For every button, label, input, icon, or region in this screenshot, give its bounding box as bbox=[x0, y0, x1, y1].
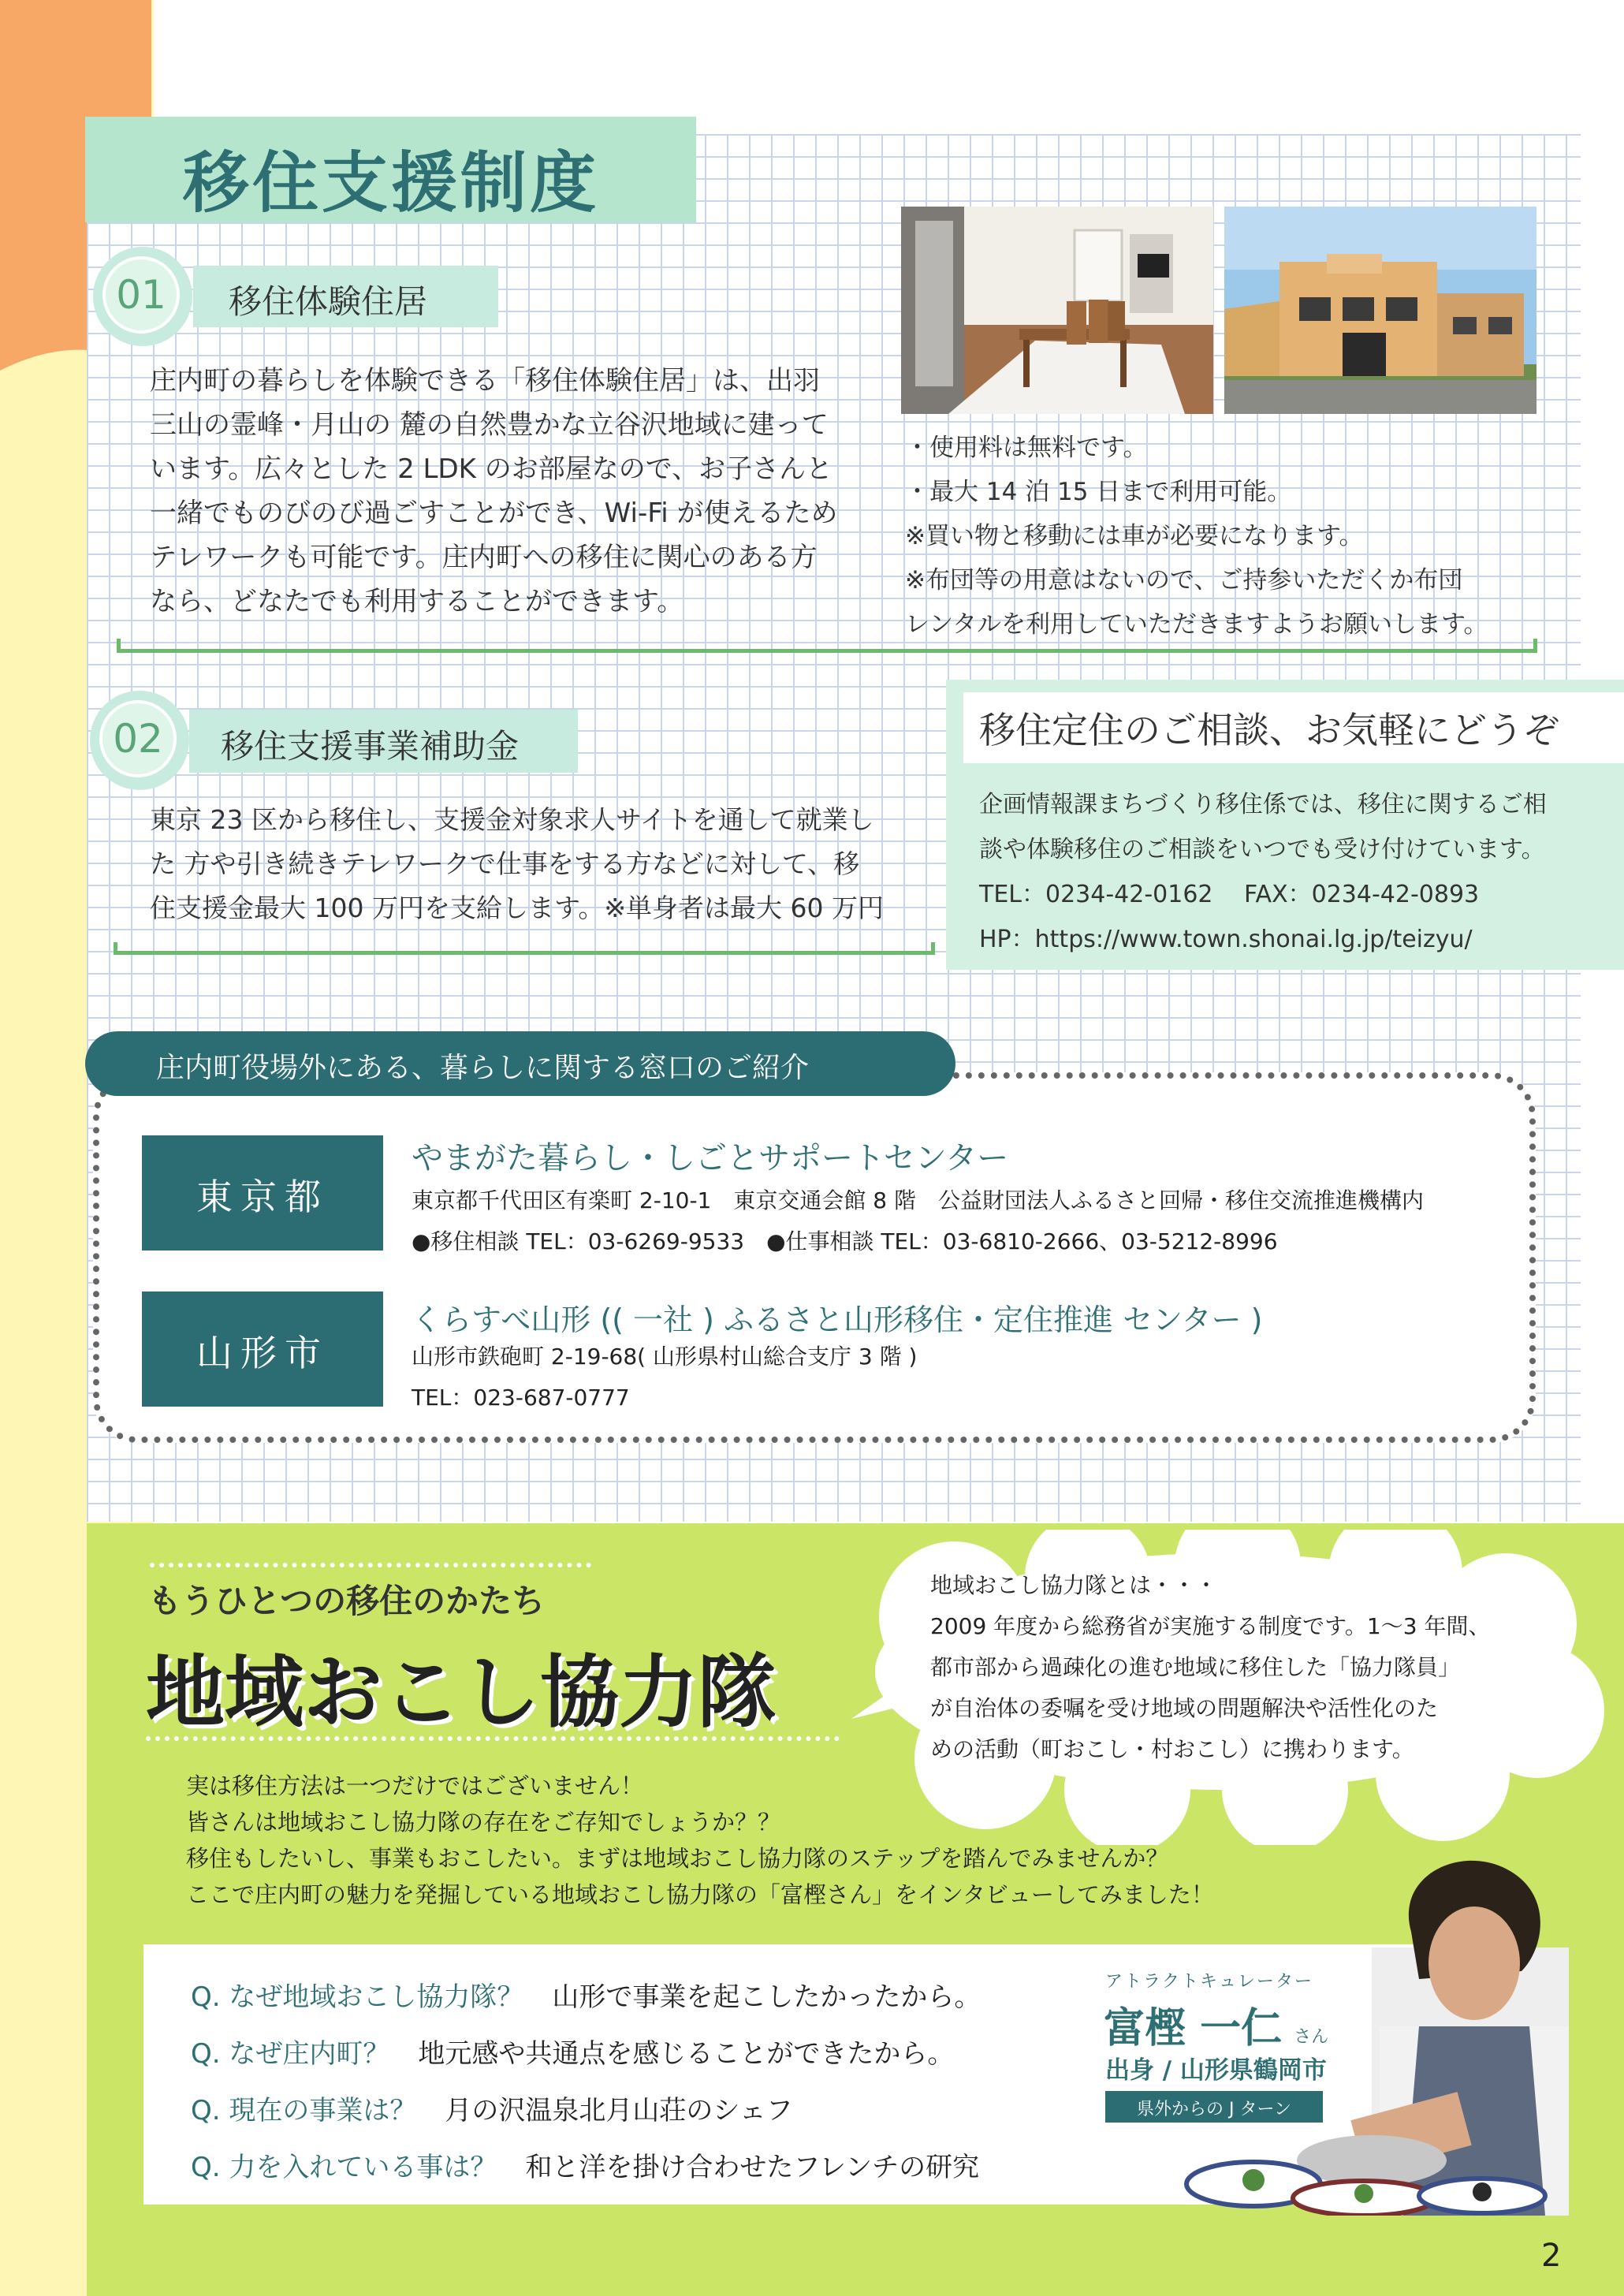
qa-row bbox=[191, 2026, 981, 2082]
qa-list bbox=[191, 1969, 981, 2196]
section1-body-line: なら、どなたでも利用することができます。 bbox=[150, 586, 684, 617]
consult-line: 企画情報課まちづくり移住係では、移住に関するご相 bbox=[979, 791, 1547, 818]
office-address: 東京都千代田区有楽町 2-10-1 東京交通会館 8 階 公益財団法人ふるさと回帰・移住交流推進機構内 bbox=[412, 1187, 1424, 1213]
section2-number: 02 bbox=[113, 716, 163, 762]
kyoryokutai-subtitle: もうひとつの移住のかたち bbox=[148, 1582, 546, 1620]
section1-divider bbox=[117, 639, 1537, 653]
bubble-line: 2009 年度から総務省が実施する制度です。1～3 年間、 bbox=[930, 1613, 1491, 1639]
qa-answer: 山形で事業を起こしたかったから。 bbox=[552, 1981, 981, 2013]
office-label-yamagata-text: 山形市 bbox=[196, 1332, 329, 1374]
profile-role: アトラクトキュレーター bbox=[1105, 1972, 1314, 1992]
qa-question: Q. なぜ地域おこし協力隊？ bbox=[191, 1981, 524, 2013]
chef-photo bbox=[1183, 1845, 1592, 2216]
qa-row bbox=[191, 2082, 981, 2139]
note-line: ※買い物と移動には車が必要になります。 bbox=[905, 522, 1364, 550]
consult-url-link[interactable]: HP：https://www.town.shonai.lg.jp/teizyu/ bbox=[979, 926, 1473, 953]
section1-body-line: 三山の霊峰・月山の 麓の自然豊かな立谷沢地域に建って bbox=[150, 409, 829, 441]
consult-body bbox=[979, 782, 1547, 962]
qa-question: Q. なぜ庄内町？ bbox=[191, 2038, 390, 2070]
office-name-tokyo: やまがた暮らし・しごとサポートセンター bbox=[412, 1140, 1009, 1176]
qa-question: Q. 力を入れている事は？ bbox=[191, 2152, 497, 2183]
office-name-yamagata: くらすべ山形 (( 一社 ) ふるさと山形移住・定住推進 センター ) bbox=[412, 1303, 1263, 1337]
qa-answer: 月の沢温泉北月山荘のシェフ bbox=[445, 2095, 793, 2126]
consult-heading: 移住定住のご相談、お気軽にどうぞ bbox=[979, 709, 1559, 751]
note-line: ※布団等の用意はないので、ご持参いただくか布団 bbox=[905, 566, 1463, 594]
office-address: 山形市鉄砲町 2-19-68( 山形県村山総合支庁 3 階 ) bbox=[412, 1344, 918, 1370]
section2-divider bbox=[114, 942, 935, 955]
intro-line: 実は移住方法は一つだけではございません！ bbox=[186, 1772, 644, 1799]
bubble-line: が自治体の委嘱を受け地域の問題解決や活性化のた bbox=[930, 1695, 1439, 1721]
section2-body-line: 東京 23 区から移住し、支援金対象求人サイトを通して就業し bbox=[150, 804, 874, 835]
profile-origin: 出身 / 山形県鶴岡市 bbox=[1105, 2056, 1327, 2085]
kyoryokutai-intro bbox=[186, 1768, 1214, 1913]
section1-number: 01 bbox=[116, 272, 166, 318]
qa-row bbox=[191, 2139, 981, 2196]
profile-honorific: さん bbox=[1294, 2027, 1329, 2047]
section2-title: 移住支援事業補助金 bbox=[221, 727, 520, 766]
qa-answer: 和と洋を掛け合わせたフレンチの研究 bbox=[525, 2152, 980, 2183]
section1-body-line: 一緒でものびのび過ごすことができ、Wi-Fi が使えるため bbox=[150, 498, 838, 529]
office-details-tokyo bbox=[412, 1180, 1424, 1262]
page-title: 移住支援制度 bbox=[183, 144, 600, 222]
section2-body bbox=[150, 798, 884, 930]
intro-line: ここで庄内町の魅力を発掘している地域おこし協力隊の「富樫さん」をインタビューしてみました！ bbox=[186, 1881, 1214, 1908]
section2-body-line: 住支援金最大 100 万円を支給します。※単身者は最大 60 万円 bbox=[150, 893, 884, 923]
kyoryokutai-title: 地域おこし協力隊 bbox=[146, 1646, 777, 1739]
section1-body-line: 庄内町の暮らしを体験できる「移住体験住居」は、出羽 bbox=[150, 365, 820, 397]
profile-badge-text: 県外からの J ターン bbox=[1136, 2100, 1292, 2119]
section1-notes bbox=[905, 426, 1488, 647]
office-phone: ●移住相談 TEL：03-6269-9533 ●仕事相談 TEL：03-6810-2666、03-5212-8996 bbox=[412, 1228, 1278, 1254]
section1-title: 移住体験住居 bbox=[229, 282, 428, 321]
offices-banner-text: 庄内町役場外にある、暮らしに関する窓口のご紹介 bbox=[156, 1052, 810, 1084]
intro-line: 皆さんは地域おこし協力隊の存在をご存知でしょうか？？ bbox=[186, 1809, 781, 1836]
section2-body-line: た 方や引き続きテレワークで仕事をする方などに対して、移 bbox=[150, 848, 860, 879]
bubble-line: めの活動（町おこし・村おこし）に携わります。 bbox=[930, 1736, 1414, 1762]
qa-row bbox=[191, 1969, 981, 2026]
page-number: 2 bbox=[1541, 2238, 1562, 2274]
office-details-yamagata bbox=[412, 1336, 917, 1418]
section1-body bbox=[150, 359, 883, 624]
office-phone: TEL：023-687-0777 bbox=[412, 1385, 630, 1411]
consult-tel-line: TEL：0234-42-0162 FAX：0234-42-0893 bbox=[979, 881, 1480, 908]
profile-name: 富樫 一仁 bbox=[1104, 2005, 1283, 2052]
section1-body-line: います。広々とした 2 LDK のお部屋なので、お子さんと bbox=[150, 453, 833, 485]
consult-line: 談や体験移住のご相談をいつでも受け付けています。 bbox=[979, 836, 1545, 863]
interior-photo bbox=[901, 207, 1213, 414]
note-line: ・使用料は無料です。 bbox=[905, 434, 1148, 462]
office-label-tokyo-text: 東京都 bbox=[196, 1176, 329, 1218]
qa-answer: 地元感や共通点を感じることができたから。 bbox=[418, 2038, 955, 2070]
note-line: ・最大 14 泊 15 日まで利用可能。 bbox=[905, 478, 1292, 506]
qa-question: Q. 現在の事業は？ bbox=[191, 2095, 417, 2126]
bubble-line: 都市部から過疎化の進む地域に移住した「協力隊員」 bbox=[930, 1654, 1461, 1680]
note-line: レンタルを利用していただきますようお願いします。 bbox=[905, 610, 1488, 639]
building-photo bbox=[1224, 207, 1536, 414]
intro-line: 移住もしたいし、事業もおこしたい。まずは地域おこし協力隊のステップを踏んでみませんか？ bbox=[186, 1845, 1169, 1872]
bubble-line: 地域おこし協力隊とは・・・ bbox=[930, 1572, 1218, 1598]
subtitle-dots-top bbox=[150, 1563, 591, 1567]
bubble-text bbox=[930, 1565, 1490, 1770]
section1-body-line: テレワークも可能です。庄内町への移住に関心のある方 bbox=[150, 542, 818, 573]
title-dots-bottom bbox=[146, 1736, 840, 1741]
